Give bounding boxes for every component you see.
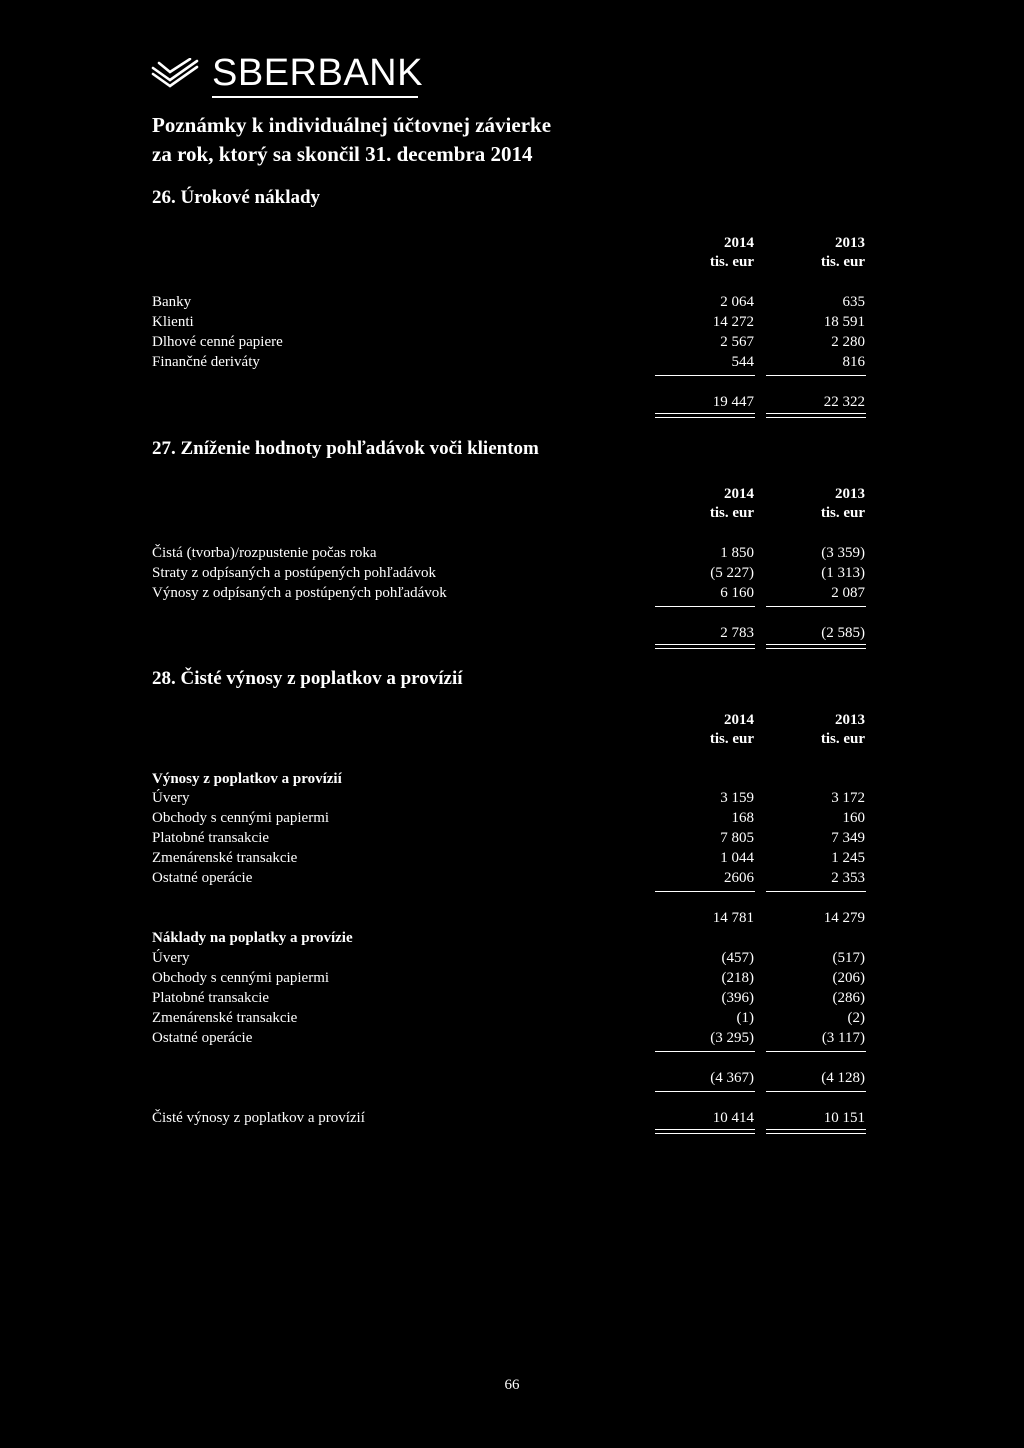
subtotal-rule (766, 891, 866, 892)
col-unit-2014: tis. eur (709, 731, 754, 747)
table-cell-2013: 2 280 (831, 334, 865, 350)
table-cell-2013: 635 (842, 294, 865, 310)
col-unit-2013: tis. eur (820, 731, 865, 747)
expense-total-2013: (4 128) (821, 1070, 865, 1086)
subtotal-rule (655, 375, 755, 376)
table-row-label: Zmenárenské transakcie (152, 1010, 298, 1026)
table-cell-2014: 14 272 (712, 314, 754, 330)
table-cell-2013: (1 313) (821, 565, 865, 581)
expense-subheading: Náklady na poplatky a provízie (152, 930, 353, 946)
table-row-label: Výnosy z odpísaných a postúpených pohľadávok (152, 585, 447, 601)
table-row-label: Straty z odpísaných a postúpených pohľadávok (152, 565, 436, 581)
table-row-label: Zmenárenské transakcie (152, 850, 298, 866)
table-cell-2013: 1 245 (831, 850, 865, 866)
col-year-2014: 2014 (724, 235, 754, 251)
table-cell-2014: 1 850 (720, 545, 754, 561)
col-year-2013: 2013 (835, 712, 865, 728)
table-cell-2013: 7 349 (831, 830, 865, 846)
table-cell-2013: 2 353 (831, 870, 865, 886)
table-cell-2013: 816 (842, 354, 865, 370)
subtotal-rule (766, 1051, 866, 1052)
table-row-label: Klienti (152, 314, 194, 330)
table-cell-2013: (206) (832, 970, 865, 986)
sberbank-logo (150, 50, 423, 100)
section-27-heading: 27. Zníženie hodnoty pohľadávok voči klientom (152, 438, 539, 459)
table-row-label: Obchody s cennými papiermi (152, 970, 330, 986)
table-cell-2013: 3 172 (831, 790, 865, 806)
table-cell-2013: (517) (832, 950, 865, 966)
total-2014: 2 783 (720, 625, 754, 641)
brand-underline (212, 96, 418, 98)
table-cell-2013: (3 359) (821, 545, 865, 561)
income-total-2013: 14 279 (823, 910, 865, 926)
table-row-label: Obchody s cennými papiermi (152, 810, 330, 826)
subtotal-rule (655, 1051, 755, 1052)
table-cell-2014: 168 (731, 810, 754, 826)
table-cell-2014: 544 (731, 354, 754, 370)
page-number: 66 (504, 1377, 520, 1393)
col-unit-2014: tis. eur (709, 254, 754, 270)
table-cell-2013: 18 591 (823, 314, 865, 330)
total-double-rule (655, 413, 755, 418)
table-row-label: Banky (152, 294, 192, 310)
table-cell-2013: (3 117) (821, 1030, 865, 1046)
report-title-line1: Poznámky k individuálnej účtovnej závierke (152, 113, 552, 137)
total-2014: 19 447 (712, 394, 754, 410)
table-cell-2014: 2 064 (720, 294, 754, 310)
subtotal-rule (766, 1091, 866, 1092)
total-2013: (2 585) (821, 625, 865, 641)
total-double-rule (655, 644, 755, 649)
table-cell-2014: (1) (736, 1010, 754, 1026)
table-cell-2014: (218) (721, 970, 754, 986)
income-subheading: Výnosy z poplatkov a provízií (152, 771, 342, 787)
table-cell-2014: 2606 (724, 870, 754, 886)
table-cell-2014: 2 567 (720, 334, 754, 350)
table-cell-2014: (5 227) (710, 565, 754, 581)
table-cell-2013: (2) (847, 1010, 865, 1026)
expense-total-2014: (4 367) (710, 1070, 754, 1086)
col-year-2014: 2014 (724, 486, 754, 502)
total-double-rule (766, 644, 866, 649)
net-total-2014: 10 414 (712, 1110, 754, 1126)
table-row-label: Čistá (tvorba)/rozpustenie počas roka (152, 545, 377, 561)
table-row-label: Ostatné operácie (152, 1030, 253, 1046)
table-cell-2014: 7 805 (720, 830, 754, 846)
table-row-label: Finančné deriváty (152, 354, 260, 370)
subtotal-rule (655, 891, 755, 892)
income-total-2014: 14 781 (712, 910, 754, 926)
subtotal-rule (766, 375, 866, 376)
table-row-label: Platobné transakcie (152, 830, 270, 846)
table-row-label: Platobné transakcie (152, 990, 270, 1006)
subtotal-rule (766, 606, 866, 607)
table-cell-2014: 1 044 (720, 850, 754, 866)
table-cell-2014: (457) (721, 950, 754, 966)
section-28-heading: 28. Čisté výnosy z poplatkov a provízií (152, 668, 463, 689)
col-unit-2013: tis. eur (820, 254, 865, 270)
net-total-2013: 10 151 (823, 1110, 865, 1126)
subtotal-rule (655, 1091, 755, 1092)
total-double-rule (766, 1129, 866, 1134)
table-row-label: Dlhové cenné papiere (152, 334, 283, 350)
col-year-2013: 2013 (835, 235, 865, 251)
net-label: Čisté výnosy z poplatkov a provízií (152, 1110, 365, 1126)
total-double-rule (655, 1129, 755, 1134)
table-cell-2014: (3 295) (710, 1030, 754, 1046)
table-cell-2014: (396) (721, 990, 754, 1006)
col-year-2014: 2014 (724, 712, 754, 728)
col-year-2013: 2013 (835, 486, 865, 502)
total-2013: 22 322 (823, 394, 865, 410)
table-row-label: Úvery (152, 790, 190, 806)
table-row-label: Úvery (152, 950, 190, 966)
table-cell-2014: 6 160 (720, 585, 754, 601)
sberbank-logo-icon (150, 58, 202, 88)
table-cell-2013: 160 (842, 810, 865, 826)
table-row-label: Ostatné operácie (152, 870, 253, 886)
section-26-heading: 26. Úrokové náklady (152, 187, 321, 208)
table-cell-2013: (286) (832, 990, 865, 1006)
table-cell-2014: 3 159 (720, 790, 754, 806)
subtotal-rule (655, 606, 755, 607)
col-unit-2013: tis. eur (820, 505, 865, 521)
report-title-line2: za rok, ktorý sa skončil 31. decembra 2014 (152, 142, 533, 166)
table-cell-2013: 2 087 (831, 585, 865, 601)
brand-name: SBERBANK (212, 52, 423, 94)
total-double-rule (766, 413, 866, 418)
col-unit-2014: tis. eur (709, 505, 754, 521)
